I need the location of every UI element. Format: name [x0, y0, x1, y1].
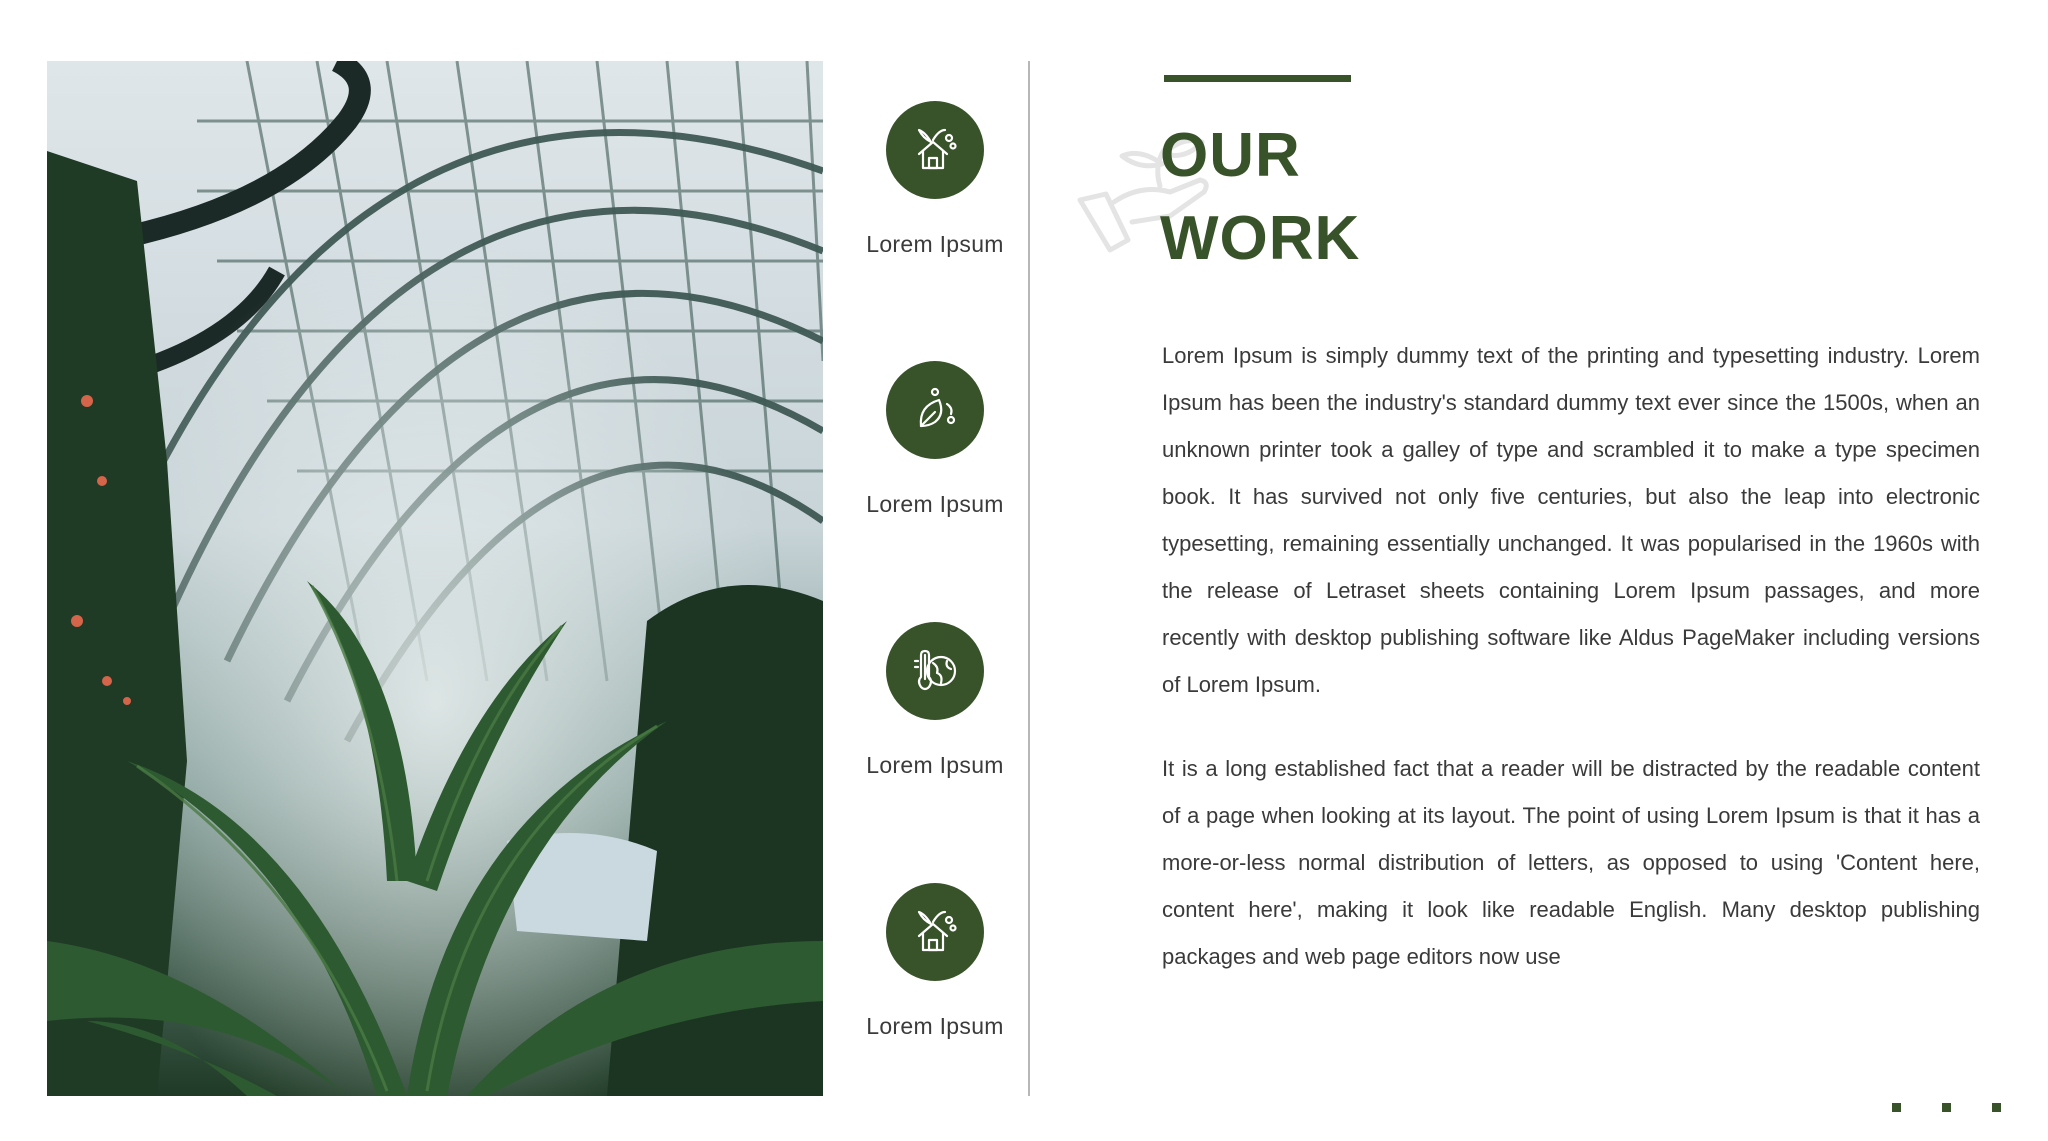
feature-item	[845, 883, 1025, 1040]
feature-label: Lorem Ipsum	[866, 752, 1004, 778]
dot	[1992, 1103, 2001, 1112]
title-line-1: OUR	[1160, 121, 1301, 190]
conservatory-photo	[47, 61, 823, 1096]
body-paragraph-1: Lorem Ipsum is simply dummy text of the printing and typesetting industry. Lorem Ipsum has been the industry's standard dummy text ever since the 1500s, when an unknown printer took a galley of type and scrambled it to make a type specimen book. It has survived not only five centuries, but also the leap into electronic typesetting, remaining essentially unchanged. It was popularised in the 1960s with the release of Letraset sheets containing Lorem Ipsum passages, and more recently with desktop publishing software like Aldus PageMaker including versions of Lorem Ipsum.	[1162, 343, 1980, 697]
feature-label: Lorem Ipsum	[866, 491, 1004, 517]
title-accent-bar	[1164, 75, 1351, 82]
thermometer-globe-icon	[886, 622, 984, 720]
feature-label: Lorem Ipsum	[866, 231, 1004, 257]
feature-item	[845, 622, 1025, 779]
dot	[1942, 1103, 1951, 1112]
page-title	[1160, 114, 1360, 280]
dot	[1892, 1103, 1901, 1112]
leaf-icon	[886, 361, 984, 459]
title-line-2: WORK	[1160, 204, 1361, 273]
body-paragraph-2: It is a long established fact that a reader will be distracted by the readable content of a page when looking at its layout. The point of using Lorem Ipsum is that it has a more-or-less normal distribution of letters, as opposed to using 'Content here, content here', making it look like readable English. Many desktop publishing packages and web page editors now use	[1162, 756, 1980, 969]
eco-house-icon	[886, 101, 984, 199]
divider-line	[1028, 61, 1030, 1096]
feature-item	[845, 361, 1025, 518]
feature-label: Lorem Ipsum	[866, 1013, 1004, 1039]
eco-house-icon	[886, 883, 984, 981]
feature-item	[845, 101, 1025, 258]
decorative-dots	[1892, 1103, 2002, 1113]
